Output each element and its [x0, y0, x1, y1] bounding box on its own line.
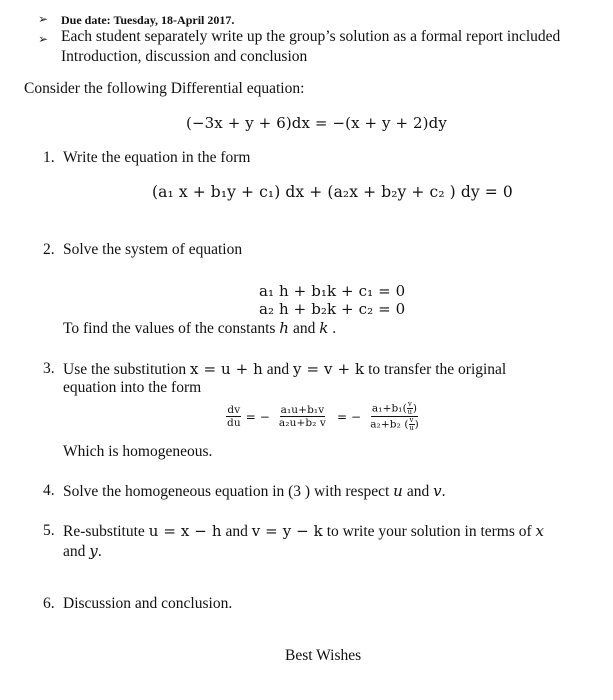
frac-dv: dv — [227, 404, 241, 416]
mini-v-bottom: v — [409, 416, 414, 424]
eq-sign-1: = − — [245, 409, 270, 424]
item-4-line — [63, 482, 446, 501]
item-2-equation-2: a₂ h + b₂k + c₂ = 0 — [259, 300, 406, 318]
instruction-line-2: Introduction, discussion and conclusion — [61, 48, 308, 65]
item-3-homogeneous-form — [226, 401, 420, 432]
item-5-line-2 — [63, 542, 102, 561]
item-2-after-suffix: . — [332, 320, 337, 337]
item-1-number: 1. — [43, 149, 55, 166]
item-3-number: 3. — [43, 360, 55, 377]
item-2-after-prefix: To find the values of the constants — [63, 320, 276, 337]
var-y: y — [89, 542, 98, 560]
const-k: k — [319, 319, 329, 337]
item-3-sub-1: x = u + h — [190, 360, 263, 378]
item-5-sub-1: u = x − h — [148, 522, 222, 540]
frac-ratio-den — [369, 417, 420, 432]
frac-ratio-den-suffix: ) — [414, 418, 419, 431]
best-wishes: Best Wishes — [285, 647, 362, 664]
item-1-text: Write the equation in the form — [63, 149, 251, 166]
main-equation: (−3x + y + 6)dx = −(x + y + 2)dy — [186, 114, 447, 132]
item-4-number: 4. — [43, 482, 55, 499]
item-6-number: 6. — [43, 595, 55, 612]
item-6-text: Discussion and conclusion. — [63, 595, 233, 612]
item-2-text: Solve the system of equation — [63, 241, 243, 258]
frac-linear-den: a₂u+b₂ v — [278, 417, 326, 429]
item-3-closing: Which is homogeneous. — [63, 443, 213, 460]
item-2-and: and — [292, 320, 316, 337]
item-3-sub-2: y = v + k — [293, 360, 365, 378]
frac-dv-du — [226, 404, 242, 429]
item-2-after-line — [63, 319, 336, 338]
instruction-line-1: Each student separately write up the group’s solution as a formal report included — [61, 28, 561, 45]
frac-ratio-num-suffix: ) — [412, 402, 418, 415]
item-5-and: and — [225, 523, 248, 540]
item-5-line-2-suffix: . — [97, 543, 102, 560]
item-4-suffix: . — [441, 483, 446, 500]
item-1-equation: (a₁ x + b₁y + c₁) dx + (a₂x + b₂y + c₂ ) dy = 0 — [152, 183, 513, 201]
var-v: v — [433, 482, 442, 500]
item-5-mid: to write your solution in terms of — [326, 523, 532, 540]
item-5-line-2-prefix: and — [63, 543, 86, 560]
item-2-number: 2. — [43, 241, 55, 258]
mini-u-top: u — [407, 408, 413, 416]
mini-u-bottom: u — [409, 424, 414, 432]
item-4-and: and — [406, 483, 430, 500]
instruction-bullet-icon: ➢ — [38, 32, 49, 46]
item-3-line-2: equation into the form — [63, 379, 202, 396]
frac-linear — [278, 404, 327, 429]
item-3-suffix: to transfer the original — [368, 361, 507, 378]
frac-ratio-den-prefix: a₂+b₂ ( — [370, 418, 409, 431]
eq-sign-2: = − — [336, 409, 362, 424]
due-bullet-icon: ➢ — [38, 12, 49, 26]
item-5-sub-2: v = y − k — [251, 522, 323, 540]
item-4-prefix: Solve the homogeneous equation in (3 ) with respect — [63, 483, 390, 500]
frac-ratio-num — [371, 401, 418, 417]
item-5-number: 5. — [43, 522, 55, 539]
const-h: h — [279, 319, 290, 337]
frac-linear-num: a₁u+b₁v — [280, 404, 325, 416]
frac-ratio-num-prefix: a₁+b₁( — [371, 402, 407, 415]
item-3-and: and — [266, 361, 290, 378]
var-u: u — [393, 482, 403, 500]
item-2-equation-1: a₁ h + b₁k + c₁ = 0 — [259, 282, 406, 300]
item-5-line-1 — [63, 522, 544, 541]
intro-text: Consider the following Differential equation: — [24, 80, 305, 97]
mini-v-top: v — [407, 400, 412, 408]
item-3-prefix: Use the substitution — [63, 361, 187, 378]
item-3-line-1 — [63, 360, 506, 379]
item-5-prefix: Re-substitute — [63, 523, 145, 540]
frac-ratio — [369, 401, 420, 432]
frac-du: du — [227, 417, 241, 429]
due-date: Due date: Tuesday, 18-April 2017. — [61, 13, 235, 27]
var-x: x — [535, 522, 545, 540]
